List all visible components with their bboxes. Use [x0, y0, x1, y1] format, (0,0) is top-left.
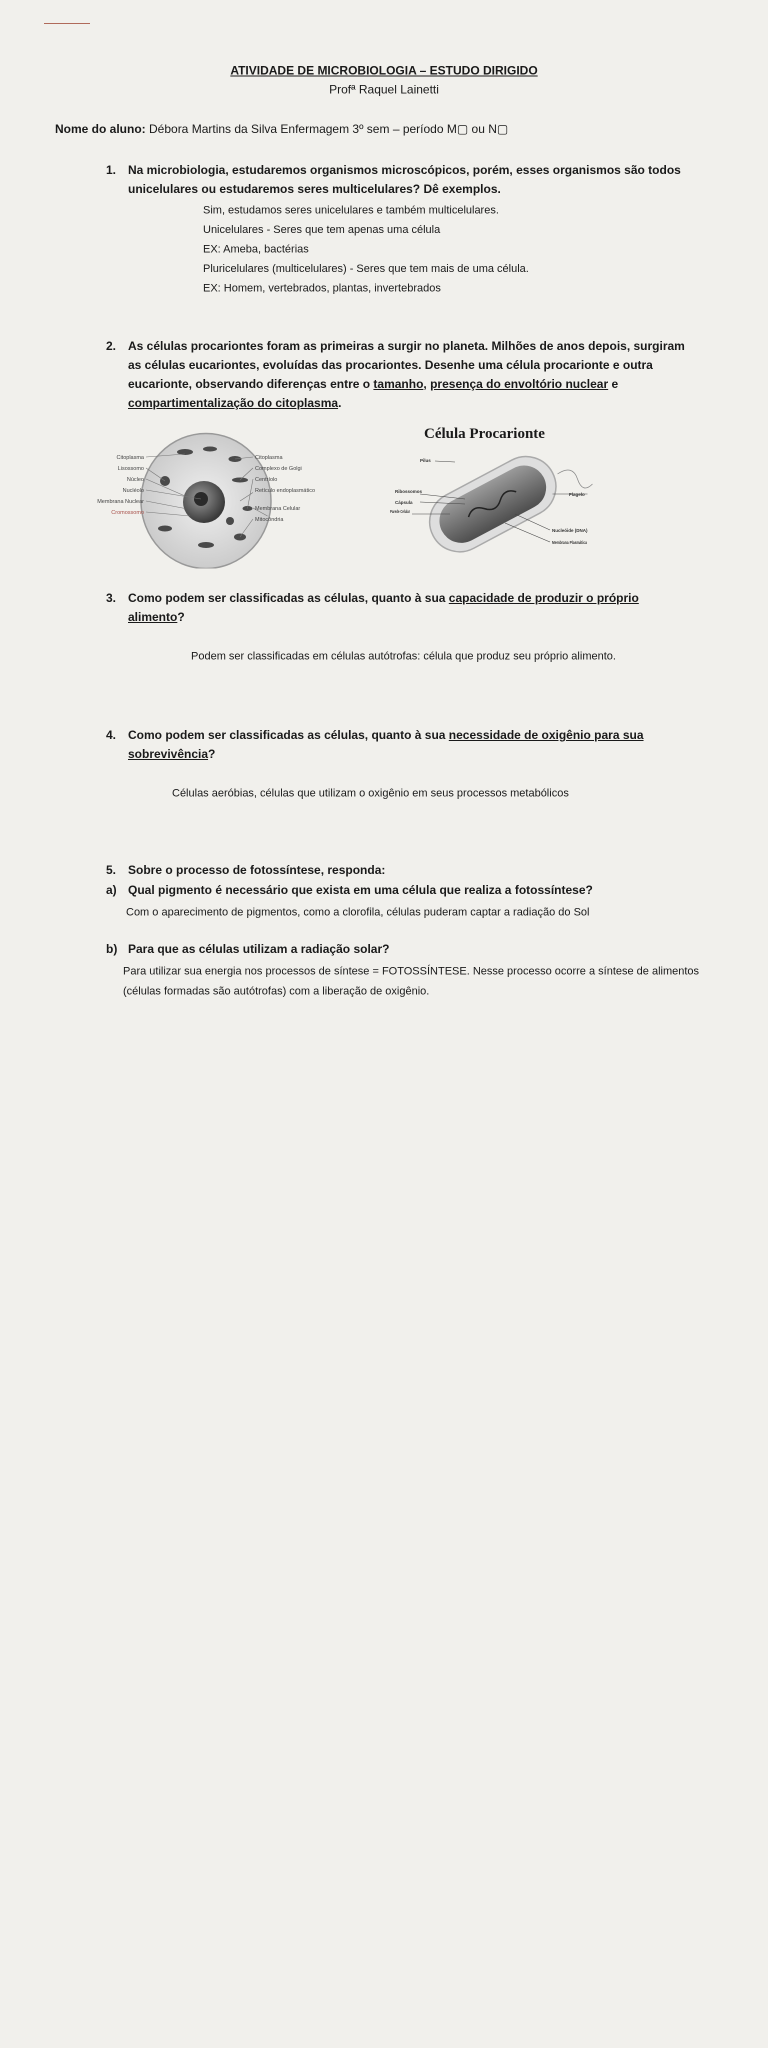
- end-punct: ?: [208, 747, 216, 761]
- separator: e: [608, 377, 619, 391]
- question-number: 5.: [106, 863, 117, 877]
- document-title: ATIVIDADE DE MICROBIOLOGIA – ESTUDO DIRIGIDO: [230, 64, 538, 78]
- question-number: 3.: [106, 591, 117, 605]
- answer-1: [203, 200, 529, 298]
- question-text: Como podem ser classificadas as células, quanto à sua: [128, 728, 449, 742]
- question-text: Como podem ser classificadas as células, quanto à sua: [128, 591, 449, 605]
- label-chromosome: Cromossomo: [111, 510, 144, 516]
- student-line: [55, 122, 508, 137]
- label-nuclear-membrane: Membrana Nuclear: [97, 499, 144, 505]
- answer-line: Unicelulares - Seres que tem apenas uma célula: [203, 223, 441, 236]
- label-flagellum: Flagelo: [569, 492, 585, 497]
- answer-5b: Para utilizar sua energia nos processos de síntese = FOTOSSÍNTESE. Nesse processo ocorre a síntese de alimentos (células formadas são autótrofas) com a liberação de oxigênio.: [123, 964, 700, 997]
- underlined-term-size: tamanho: [373, 377, 424, 391]
- question-text: Sobre o processo de fotossíntese, responda:: [128, 863, 386, 877]
- end-punct: ?: [177, 610, 185, 624]
- label-golgi: Complexo de Golgi: [255, 466, 302, 472]
- question-5a: [106, 881, 593, 900]
- student-value: Débora Martins da Silva Enfermagem 3º sem – período M▢ ou N▢: [149, 122, 509, 136]
- underlined-term-compartment: compartimentalização do citoplasma: [128, 396, 339, 410]
- sub-question-text: Para que as células utilizam a radiação solar?: [128, 942, 390, 956]
- answer-line: EX: Homem, vertebrados, plantas, invertebrados: [203, 281, 441, 294]
- underlined-term: capacidade de produzir o próprio alimento: [128, 591, 639, 624]
- question-4: [106, 726, 693, 764]
- answer-line: Sim, estudamos seres unicelulares e também multicelulares.: [203, 203, 499, 216]
- question-text: As células procariontes foram as primeiras a surgir no planeta. Milhões de anos depois, surgiram as células eucariontes, evoluídas das procariontes. Desenhe uma célula procarionte e outra eucarionte, observando diferenças entre o: [128, 339, 685, 391]
- answer-line: Pluricelulares (multicelulares) - Seres que tem mais de uma célula.: [203, 262, 529, 275]
- label-capsule: Cápsula: [395, 500, 413, 505]
- margin-mark: [44, 23, 90, 24]
- eukaryotic-cell-figure: [90, 426, 350, 569]
- sub-question-label: a): [106, 883, 117, 897]
- question-number: 2.: [106, 339, 117, 353]
- answer-5a: Com o aparecimento de pigmentos, como a clorofila, células puderam captar a radiação do Sol: [126, 905, 590, 918]
- label-er: Retículo endoplasmático: [255, 488, 315, 494]
- answer-line: EX: Ameba, bactérias: [203, 242, 309, 255]
- question-5: [106, 861, 386, 880]
- label-pilus: Pilus: [420, 458, 431, 463]
- question-text: Na microbiologia, estudaremos organismos microscópicos, porém, esses organismos são todos unicelulares ou estudaremos seres multicelulares? Dê exemplos.: [128, 163, 681, 196]
- answer-4: Células aeróbias, células que utilizam o oxigênio em seus processos metabólicos: [172, 786, 569, 799]
- sub-question-label: b): [106, 942, 118, 956]
- label-nucleus: Núcleo: [126, 477, 144, 483]
- question-number: 4.: [106, 728, 117, 742]
- label-ribosomes: Ribossomos: [395, 489, 423, 494]
- question-number: 1.: [106, 163, 117, 177]
- label-mitochondria: Mitocôndria: [255, 517, 284, 523]
- label-centriole: Centríolo: [255, 477, 278, 483]
- underlined-term: necessidade de oxigênio para sua sobrevivência: [128, 728, 644, 761]
- professor-name: Profª Raquel Lainetti: [329, 83, 439, 97]
- label-cytoplasm-right: Citoplasma: [255, 455, 283, 461]
- student-label: Nome do aluno:: [55, 122, 146, 136]
- question-5b: [106, 940, 390, 959]
- underlined-term-envelope: presença do envoltório nuclear: [430, 377, 609, 391]
- label-lysosome: Lisossomo: [117, 466, 144, 472]
- label-cell-membrane: Membrana Celular: [255, 506, 301, 512]
- prokaryotic-cell-figure: [390, 444, 600, 564]
- question-1: [106, 161, 693, 199]
- label-cell-wall: Parede Celular: [390, 509, 411, 514]
- label-cytoplasm-left: Citoplasma: [116, 455, 144, 461]
- label-plasma-membrane: Membrana Plasmática: [552, 540, 588, 545]
- prokaryote-figure-title: Célula Procarionte: [424, 425, 545, 442]
- answer-3: Podem ser classificadas em células autótrofas: célula que produz seu próprio alimento.: [191, 649, 616, 662]
- question-3: [106, 589, 668, 627]
- flagellum-shape: [558, 470, 593, 488]
- label-nucleolus: Nucléolo: [122, 488, 144, 494]
- sub-question-text: Qual pigmento é necessário que exista em uma célula que realiza a fotossíntese?: [128, 883, 593, 897]
- separator: ,: [423, 377, 431, 391]
- question-2: [106, 337, 698, 413]
- label-nucleoid: Nucleóide (DNA): [552, 528, 588, 533]
- end-punct: .: [338, 396, 342, 410]
